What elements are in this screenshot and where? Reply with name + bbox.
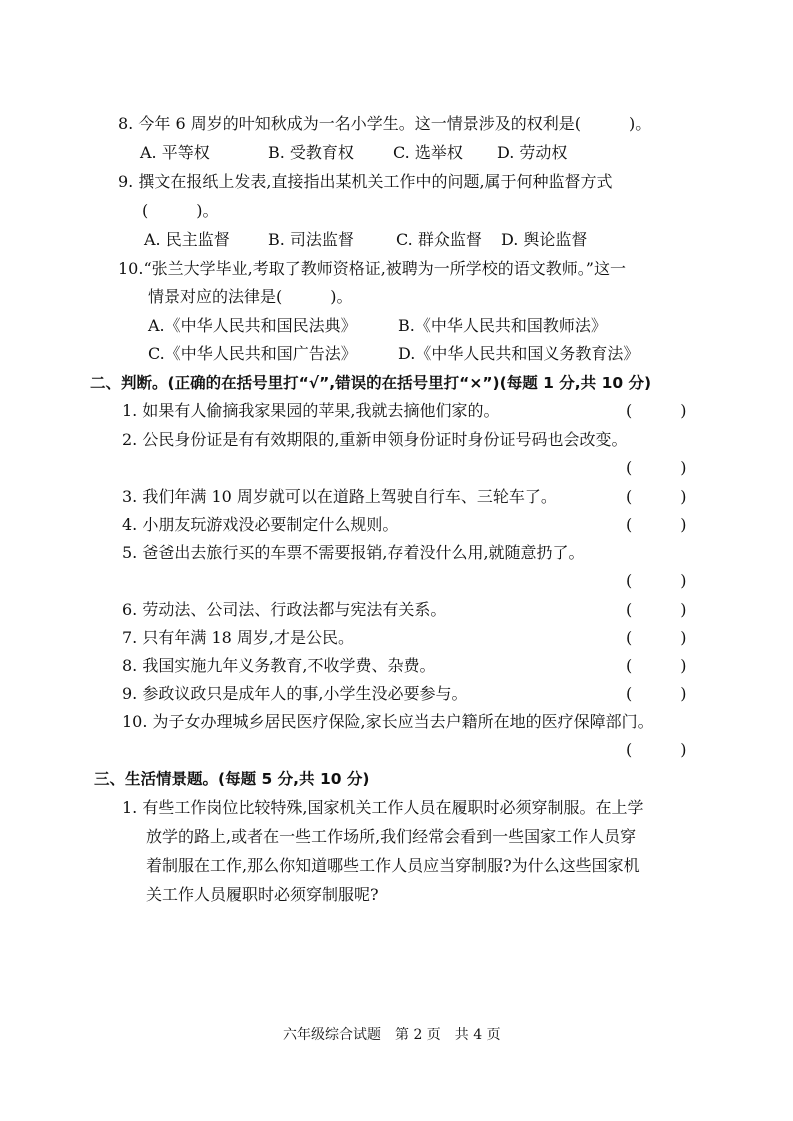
judge-item-9: 9. 参政议政只是成年人的事,小学生没必要参与。 [122, 684, 468, 703]
question-8-stem: 8. 今年 6 周岁的叶知秋成为一名小学生。这一情景涉及的权利是( )。 [118, 114, 652, 133]
life-q1-line4: 关工作人员履职时必须穿制服呢? [146, 885, 379, 904]
life-q1-line3: 着制服在工作,那么你知道哪些工作人员应当穿制服?为什么这些国家机 [146, 856, 640, 875]
answer-paren-1[interactable]: ( ) [626, 401, 687, 420]
section-2-heading: 二、判断。(正确的在括号里打“√”,错误的在括号里打“×”)(每题 1 分,共 10 分) [90, 374, 652, 392]
judge-item-4: 4. 小朋友玩游戏没必要制定什么规则。 [122, 515, 399, 534]
option-a: A. 民主监督 [144, 230, 230, 249]
judge-item-5: 5. 爸爸出去旅行买的车票不需要报销,存着没什么用,就随意扔了。 [122, 543, 585, 562]
option-b: B. 司法监督 [268, 230, 354, 249]
answer-paren-9[interactable]: ( ) [626, 684, 687, 703]
answer-paren-10[interactable]: ( ) [626, 740, 687, 759]
judge-item-8: 8. 我国实施九年义务教育,不收学费、杂费。 [122, 656, 436, 675]
judge-item-2: 2. 公民身份证是有有效期限的,重新申领身份证时身份证号码也会改变。 [122, 430, 628, 449]
question-9-stem: 9. 撰文在报纸上发表,直接指出某机关工作中的问题,属于何种监督方式 [118, 172, 613, 191]
answer-paren-6[interactable]: ( ) [626, 600, 687, 619]
question-8-options [140, 142, 567, 164]
question-9-blank: ( )。 [142, 201, 219, 220]
option-b: B.《中华人民共和国教师法》 [398, 316, 607, 335]
judge-item-1: 1. 如果有人偷摘我家果园的苹果,我就去摘他们家的。 [122, 401, 500, 420]
option-a: A. 平等权 [140, 143, 210, 162]
answer-paren-4[interactable]: ( ) [626, 515, 687, 534]
option-d: D.《中华人民共和国义务教育法》 [398, 344, 640, 363]
judge-item-10: 10. 为子女办理城乡居民医疗保险,家长应当去户籍所在地的医疗保障部门。 [122, 712, 654, 731]
option-c: C.《中华人民共和国广告法》 [148, 344, 357, 363]
option-d: D. 舆论监督 [501, 230, 588, 249]
judge-item-3: 3. 我们年满 10 周岁就可以在道路上驾驶自行车、三轮车了。 [122, 487, 557, 506]
judge-item-7: 7. 只有年满 18 周岁,才是公民。 [122, 628, 354, 647]
answer-paren-5[interactable]: ( ) [626, 571, 687, 590]
answer-paren-2[interactable]: ( ) [626, 458, 687, 477]
option-c: C. 群众监督 [396, 230, 482, 249]
question-9-options [144, 229, 587, 251]
option-c: C. 选举权 [393, 143, 463, 162]
question-10-options-row1 [148, 315, 607, 337]
option-b: B. 受教育权 [268, 143, 354, 162]
life-q1-line1: 1. 有些工作岗位比较特殊,国家机关工作人员在履职时必须穿制服。在上学 [122, 798, 644, 817]
judge-item-6: 6. 劳动法、公司法、行政法都与宪法有关系。 [122, 600, 447, 619]
answer-paren-3[interactable]: ( ) [626, 487, 687, 506]
answer-paren-7[interactable]: ( ) [626, 628, 687, 647]
question-10-options-row2 [148, 343, 639, 365]
question-10-stem: 10.“张兰大学毕业,考取了教师资格证,被聘为一所学校的语文教师。”这一 [118, 259, 626, 278]
question-10-stem-cont: 情景对应的法律是( )。 [148, 287, 353, 306]
option-a: A.《中华人民共和国民法典》 [148, 316, 357, 335]
life-q1-line2: 放学的路上,或者在一些工作场所,我们经常会看到一些国家工作人员穿 [146, 827, 637, 846]
section-3-heading: 三、生活情景题。(每题 5 分,共 10 分) [94, 770, 370, 788]
page-footer: 六年级综合试题 第 2 页 共 4 页 [283, 1027, 501, 1043]
option-d: D. 劳动权 [497, 143, 568, 162]
answer-paren-8[interactable]: ( ) [626, 656, 687, 675]
